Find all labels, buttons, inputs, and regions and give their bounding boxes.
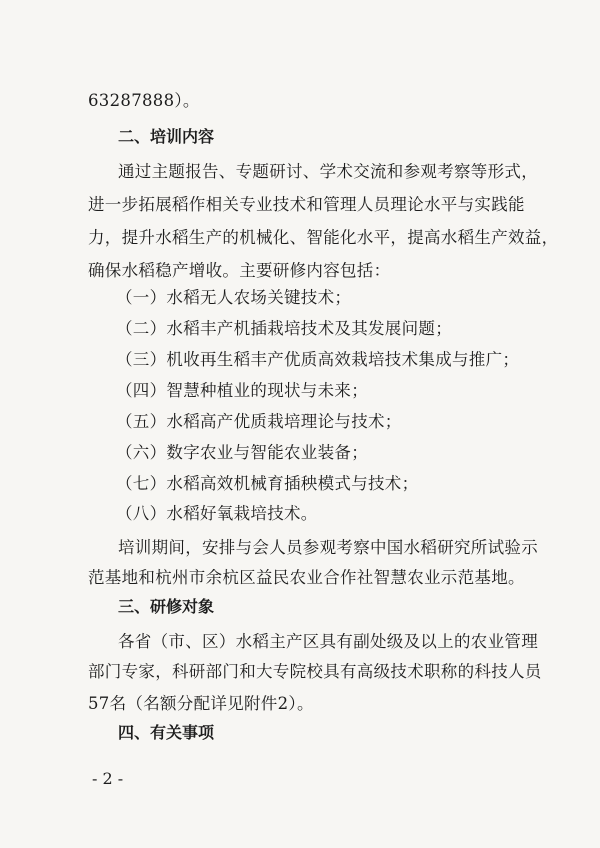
paragraph-line: 各省（市、区）水稻主产区具有副处级及以上的农业管理 [118, 632, 538, 651]
list-item: （二）水稻丰产机插栽培技术及其发展问题； [116, 319, 452, 338]
paragraph-line: 范基地和杭州市余杭区益民农业合作社智慧农业示范基地。 [88, 568, 525, 587]
list-item: （八）水稻好氧栽培技术。 [116, 504, 318, 523]
list-item: （三）机收再生稻丰产优质高效栽培技术集成与推广； [116, 350, 520, 369]
paragraph-line: 培训期间，安排与会人员参观考察中国水稻研究所试验示 [118, 538, 538, 557]
list-item: （五）水稻高产优质栽培理论与技术； [116, 412, 402, 431]
list-item: （六）数字农业与智能农业装备； [116, 443, 368, 462]
paragraph-line: 进一步拓展稻作相关专业技术和管理人员理论水平与实践能 [88, 195, 525, 214]
page-number: - 2 - [92, 769, 124, 788]
paragraph-line: 57名（名额分配详见附件2）。 [88, 694, 314, 713]
paragraph-line: 确保水稻稳产增收。主要研修内容包括： [88, 261, 391, 280]
paragraph-line: 力，提升水稻生产的机械化、智能化水平，提高水稻生产效益， [88, 228, 559, 247]
list-item: （七）水稻高效机械育插秧模式与技术； [116, 474, 419, 493]
paragraph-line: 部门专家，科研部门和大专院校具有高级技术职称的科技人员 [88, 662, 542, 681]
continued-phone-number: 63287888）。 [88, 91, 200, 110]
section-heading-participants: 三、研修对象 [118, 597, 215, 616]
paragraph-line: 通过主题报告、专题研讨、学术交流和参观考察等形式， [118, 162, 538, 181]
section-heading-related-matters: 四、有关事项 [118, 723, 215, 742]
section-heading-training-content: 二、培训内容 [118, 127, 215, 146]
list-item: （一）水稻无人农场关键技术； [116, 288, 352, 307]
list-item: （四）智慧种植业的现状与未来； [116, 381, 368, 400]
